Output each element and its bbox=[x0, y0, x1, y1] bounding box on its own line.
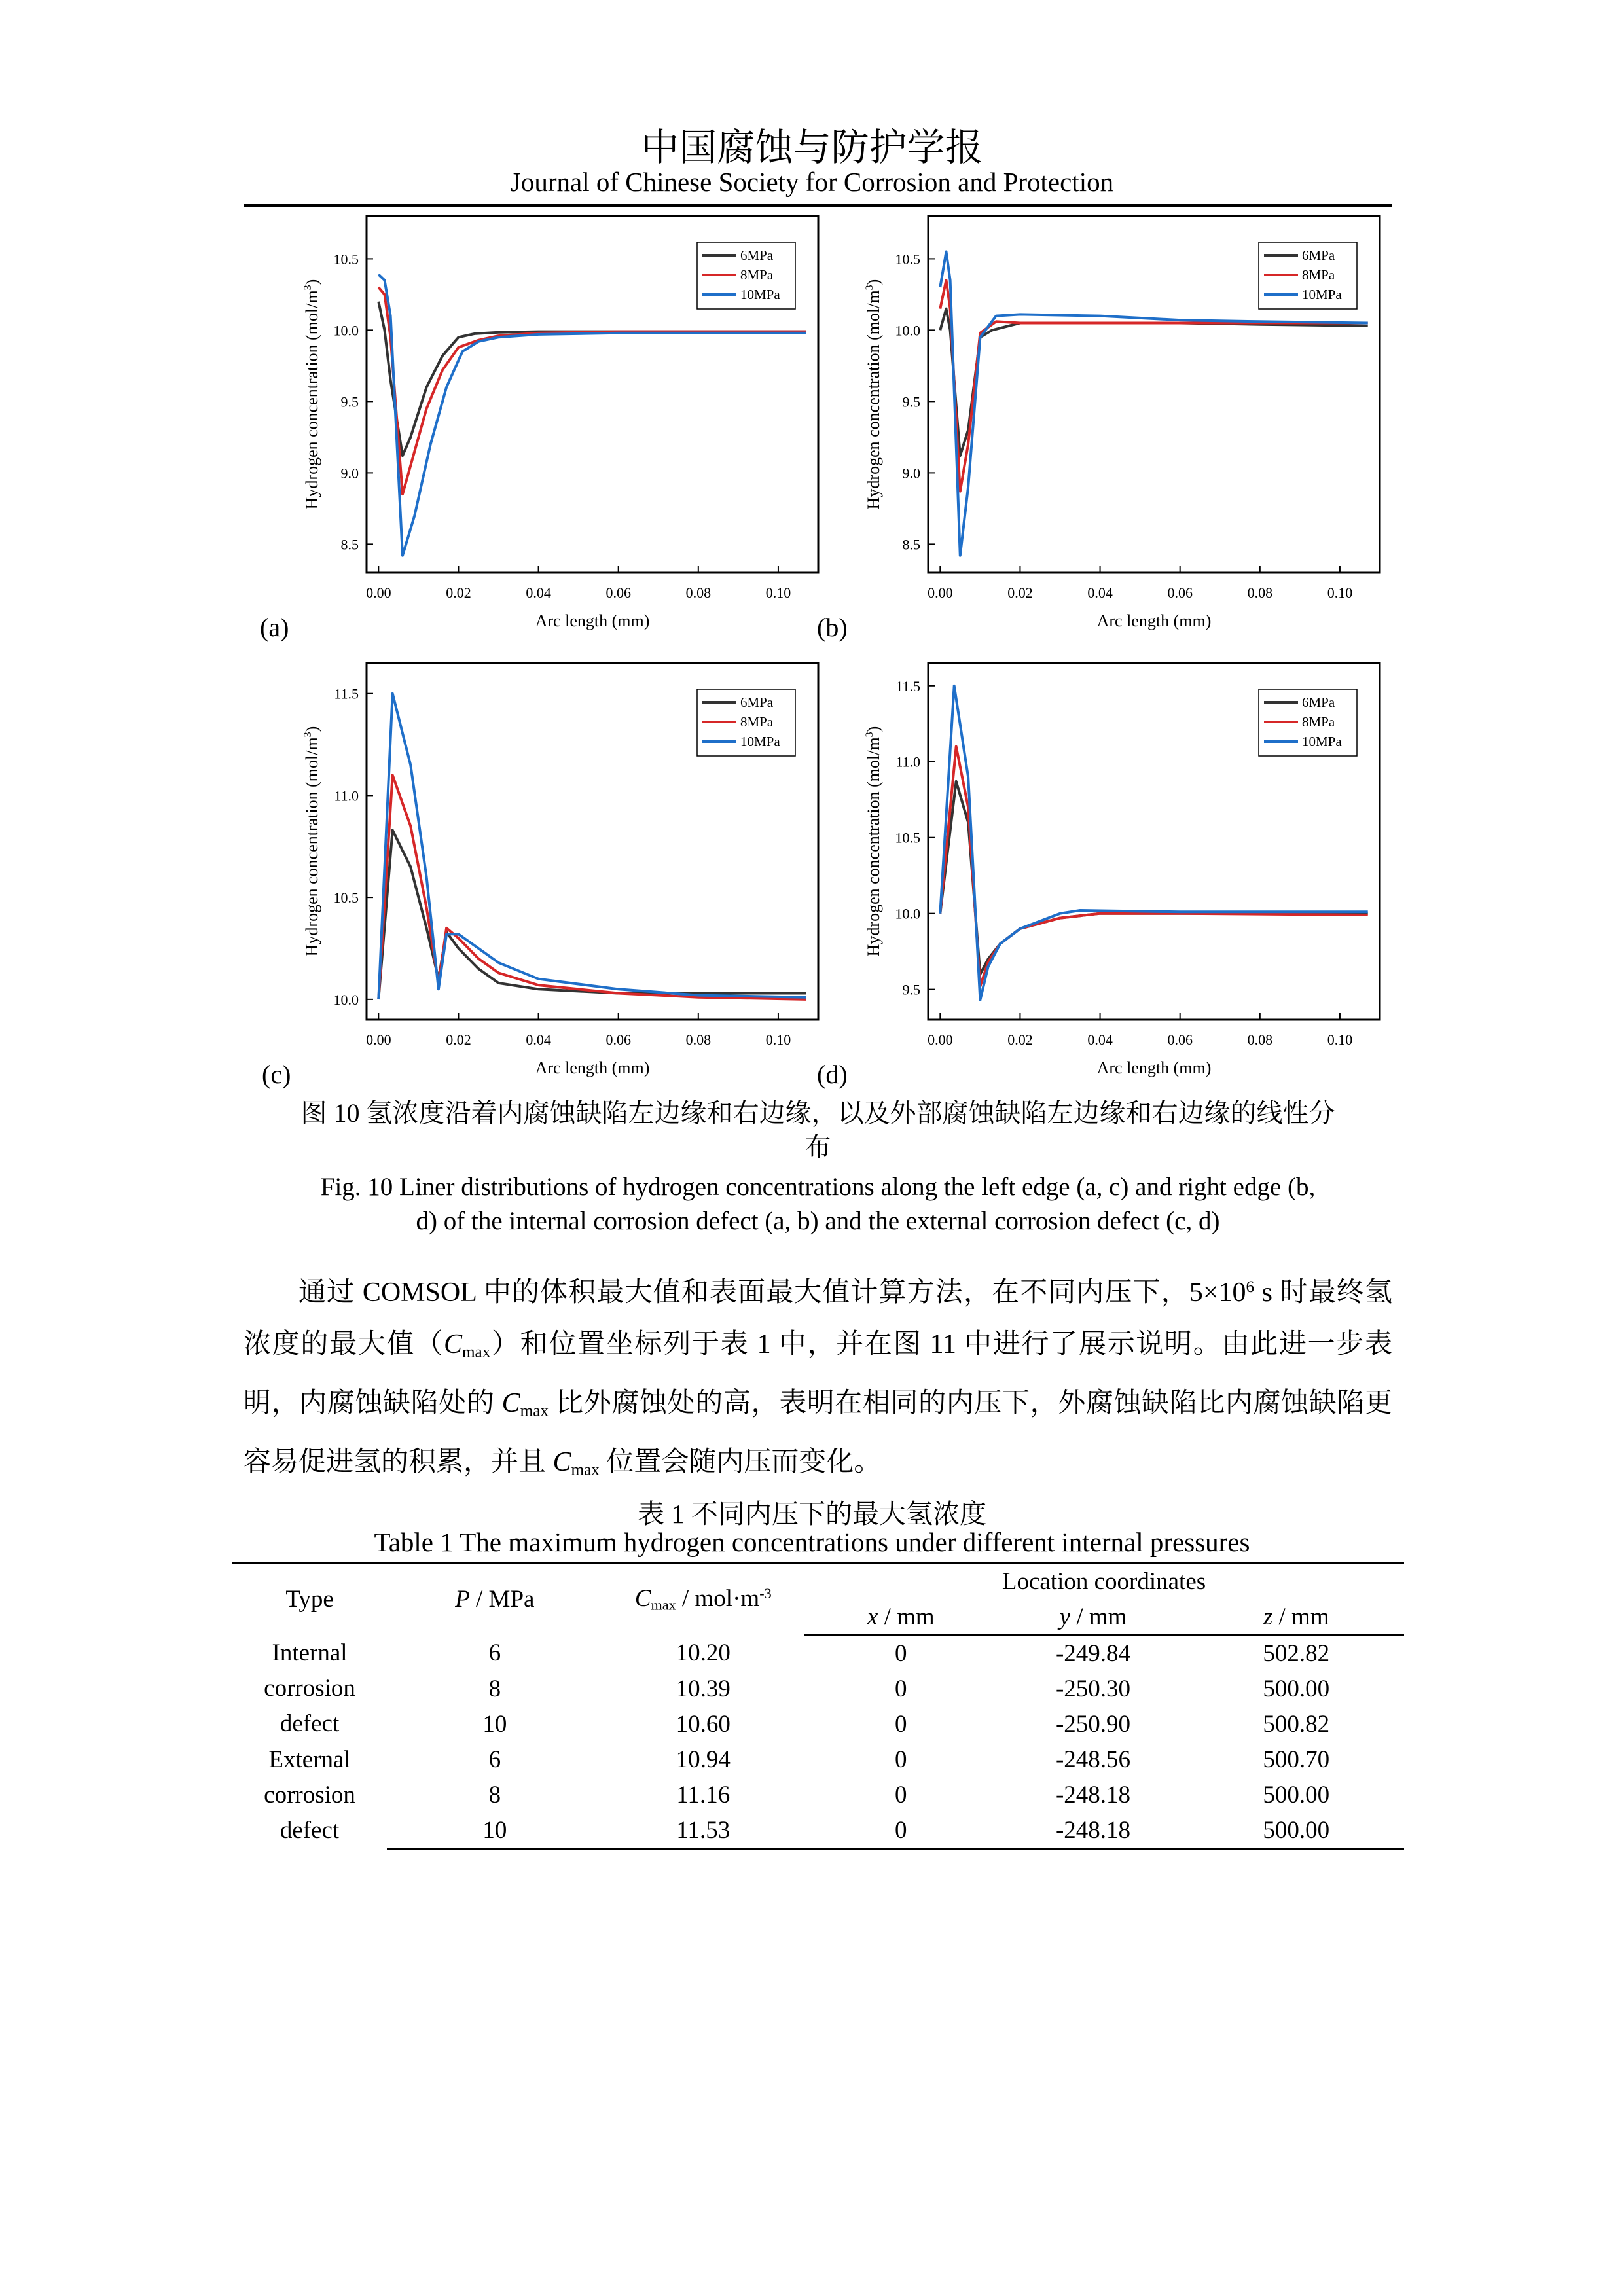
panel-label-b: (b) bbox=[817, 613, 848, 642]
x-tick-label: 0.04 bbox=[1087, 1031, 1113, 1048]
legend-label-10MPa: 10MPa bbox=[1302, 287, 1342, 302]
x-tick-label: 0.10 bbox=[1327, 584, 1353, 601]
table-cell: 500.00 bbox=[1263, 1675, 1330, 1702]
header-pressure bbox=[387, 1563, 602, 1636]
y-axis-label-sup: 3 bbox=[864, 732, 875, 738]
journal-title-english: Journal of Chinese Society for Corrosion and Protection bbox=[510, 167, 1114, 197]
table-caption-cn: 表 1 不同内压下的最大氢浓度 bbox=[638, 1499, 986, 1529]
series-line-6MPa bbox=[378, 302, 806, 456]
legend-label-8MPa: 8MPa bbox=[740, 267, 774, 283]
x-tick-label: 0.02 bbox=[446, 584, 471, 601]
legend-label-6MPa: 6MPa bbox=[1302, 247, 1335, 263]
para-text-5: 位置会随内压而变化。 bbox=[599, 1447, 882, 1478]
para-cmax-sub: max bbox=[461, 1343, 491, 1361]
x-tick-label: 0.04 bbox=[526, 1031, 551, 1048]
table-cell: 10.39 bbox=[676, 1675, 731, 1702]
y-axis-label-end: ) bbox=[302, 726, 321, 732]
y-tick-label: 10.0 bbox=[333, 322, 359, 339]
y-axis-label-sup: 3 bbox=[302, 732, 314, 738]
para-text-4: 比外腐蚀处的高，表明在相同的内压下，外腐蚀缺陷比内腐蚀缺陷更容易促进氢的积累，并且 bbox=[244, 1388, 1392, 1478]
table-cell: 10.20 bbox=[676, 1640, 731, 1666]
header-c-sup: -3 bbox=[759, 1585, 772, 1602]
figure-caption-cn-line2: 布 bbox=[804, 1132, 831, 1162]
legend-label-8MPa: 8MPa bbox=[740, 714, 774, 730]
para-cmax-sub: max bbox=[520, 1402, 549, 1420]
series-line-6MPa bbox=[378, 830, 806, 999]
x-tick-label: 0.06 bbox=[1167, 584, 1193, 601]
table-cell: 10 bbox=[482, 1710, 507, 1738]
type-cell-external bbox=[232, 1742, 387, 1849]
y-axis-label bbox=[302, 726, 321, 957]
series-line-8MPa bbox=[940, 747, 1367, 986]
y-tick-label: 9.5 bbox=[902, 393, 920, 410]
x-tick-label: 0.02 bbox=[446, 1031, 471, 1048]
type-internal-line2: defect bbox=[280, 1710, 340, 1737]
y-axis-label-text: Hydrogen concentration (mol/m bbox=[302, 290, 321, 510]
series-line-6MPa bbox=[940, 781, 1367, 975]
table-cell: 0 bbox=[895, 1781, 907, 1808]
legend-label-10MPa: 10MPa bbox=[1302, 734, 1342, 749]
x-tick-label: 0.08 bbox=[685, 584, 712, 601]
table-cell: 0 bbox=[804, 1812, 998, 1849]
y-tick-label: 10.5 bbox=[895, 251, 920, 268]
y-tick-label: 9.0 bbox=[340, 465, 359, 482]
para-text-3: ）和位置坐标列于表 1 中，并在图 11 中进行了展示说明。由此进一步表明，内腐蚀缺陷处的 bbox=[244, 1329, 1392, 1419]
figure-caption-en bbox=[244, 1170, 1392, 1238]
y-axis-label-text: Hydrogen concentration (mol/m bbox=[864, 290, 883, 510]
x-tick-label: 0.00 bbox=[928, 584, 953, 601]
table-cell: 11.16 bbox=[676, 1781, 731, 1808]
table-cell: 0 bbox=[895, 1746, 907, 1773]
figure-caption-cn bbox=[244, 1096, 1392, 1164]
header-cmax bbox=[603, 1563, 804, 1636]
table-row bbox=[232, 1812, 1404, 1849]
legend-label-8MPa: 8MPa bbox=[1302, 714, 1335, 730]
x-tick-label: 0.04 bbox=[1087, 584, 1113, 601]
panel-label-d: (d) bbox=[817, 1060, 848, 1089]
y-axis-label-end: ) bbox=[302, 279, 321, 285]
y-axis-label bbox=[302, 279, 321, 510]
header-z bbox=[1189, 1599, 1404, 1635]
table-cell: 500.00 bbox=[1189, 1812, 1404, 1849]
y-tick-label: 10.5 bbox=[333, 251, 359, 268]
table-cell: -248.18 bbox=[998, 1812, 1189, 1849]
x-tick-label: 0.06 bbox=[1167, 1031, 1193, 1048]
legend-label-6MPa: 6MPa bbox=[740, 247, 774, 263]
series-line-6MPa bbox=[940, 309, 1367, 456]
panel-label-c: (c) bbox=[262, 1060, 291, 1089]
x-axis-label: Arc length (mm) bbox=[535, 1058, 650, 1077]
x-tick-label: 0.02 bbox=[1007, 584, 1033, 601]
legend-label-10MPa: 10MPa bbox=[740, 734, 780, 749]
table-cell: 8 bbox=[488, 1781, 501, 1808]
legend-label-8MPa: 8MPa bbox=[1302, 267, 1335, 283]
y-axis-label-text: Hydrogen concentration (mol/m bbox=[302, 737, 321, 957]
y-axis-label bbox=[864, 726, 883, 957]
para-cmax-letter: C bbox=[501, 1388, 520, 1419]
type-cell-internal bbox=[232, 1635, 387, 1742]
x-axis-label: Arc length (mm) bbox=[535, 611, 650, 630]
panel-label-a: (a) bbox=[260, 613, 289, 642]
table-cell: 10.60 bbox=[676, 1710, 731, 1738]
table-cell: 10.94 bbox=[676, 1746, 731, 1773]
header-c-sub: max bbox=[651, 1596, 676, 1613]
table-row bbox=[232, 1635, 1404, 1671]
header-p-letter: P bbox=[455, 1586, 470, 1613]
table-cell: 0 bbox=[895, 1675, 907, 1702]
type-external-line1: External corrosion bbox=[264, 1746, 355, 1808]
y-tick-label: 9.5 bbox=[902, 981, 920, 998]
y-axis-label-sup: 3 bbox=[864, 285, 875, 291]
para-exponent: 6 bbox=[1246, 1278, 1255, 1296]
y-tick-label: 8.5 bbox=[902, 536, 920, 553]
series-line-10MPa bbox=[378, 274, 806, 555]
figure-caption-en-line2: d) of the internal corrosion defect (a, b) and the external corrosion defect (c, d) bbox=[416, 1207, 1220, 1235]
table-cell: -248.18 bbox=[1055, 1781, 1131, 1808]
chart-panel-a bbox=[288, 209, 825, 641]
y-axis-label-text: Hydrogen concentration (mol/m bbox=[864, 737, 883, 957]
table-cell: 11.53 bbox=[603, 1812, 804, 1849]
figure-caption-en-line1: Fig. 10 Liner distributions of hydrogen concentrations along the left edge (a, c) and right edge (b, bbox=[320, 1173, 1316, 1201]
chart-panel-d bbox=[850, 656, 1386, 1088]
x-tick-label: 0.00 bbox=[366, 1031, 391, 1048]
table-cell: 500.70 bbox=[1263, 1746, 1330, 1773]
header-c-unit: / mol·m bbox=[676, 1585, 760, 1613]
x-tick-label: 0.10 bbox=[1327, 1031, 1353, 1048]
table-cell: 500.82 bbox=[1263, 1710, 1330, 1738]
header-mm-unit: / mm bbox=[1070, 1603, 1127, 1630]
table-cell: 6 bbox=[488, 1746, 501, 1773]
y-axis-label-end: ) bbox=[864, 279, 883, 285]
table-cell: 502.82 bbox=[1263, 1640, 1330, 1667]
series-line-8MPa bbox=[378, 287, 806, 494]
table-cell: 6 bbox=[488, 1640, 501, 1666]
legend-label-6MPa: 6MPa bbox=[1302, 694, 1335, 710]
header-type: Type bbox=[232, 1563, 387, 1636]
y-tick-label: 11.0 bbox=[895, 753, 920, 770]
y-tick-label: 10.5 bbox=[333, 889, 359, 906]
journal-title-chinese: 中国腐蚀与防护学报 bbox=[641, 126, 983, 169]
x-tick-label: 0.08 bbox=[685, 1031, 712, 1048]
y-axis-label-sup: 3 bbox=[302, 285, 314, 291]
header-p-unit: / MPa bbox=[469, 1586, 535, 1613]
header-rule bbox=[244, 204, 1392, 207]
y-axis-label bbox=[864, 279, 883, 510]
table-cell: 10 bbox=[387, 1812, 602, 1849]
y-tick-label: 10.0 bbox=[333, 991, 359, 1008]
table-row bbox=[232, 1742, 1404, 1777]
table-cell: -248.56 bbox=[1055, 1746, 1131, 1773]
header-z-letter: z bbox=[1263, 1603, 1273, 1630]
table-cell: 0 bbox=[895, 1710, 907, 1738]
header-mm-unit: / mm bbox=[878, 1603, 935, 1630]
chart-panel-b bbox=[850, 209, 1386, 641]
figure-caption-cn-line1: 图 10 氢浓度沿着内腐蚀缺陷左边缘和右边缘，以及外部腐蚀缺陷左边缘和右边缘的线性分 bbox=[300, 1098, 1335, 1128]
y-tick-label: 11.5 bbox=[895, 677, 920, 694]
x-tick-label: 0.06 bbox=[605, 584, 631, 601]
header-mm-unit: / mm bbox=[1272, 1603, 1329, 1630]
para-cmax-letter: C bbox=[552, 1447, 571, 1478]
y-tick-label: 11.0 bbox=[334, 787, 359, 804]
x-tick-label: 0.10 bbox=[765, 584, 791, 601]
header-c-letter: C bbox=[634, 1585, 651, 1613]
x-axis-label: Arc length (mm) bbox=[1096, 611, 1212, 630]
header-y-letter: y bbox=[1059, 1603, 1071, 1630]
legend-label-6MPa: 6MPa bbox=[740, 694, 774, 710]
data-table bbox=[232, 1562, 1404, 1850]
para-text-1: 通过 COMSOL 中的体积最大值和表面最大值计算方法，在不同内压下，5×10 bbox=[298, 1277, 1246, 1308]
table-cell: 500.00 bbox=[1263, 1781, 1330, 1808]
table-row bbox=[232, 1706, 1404, 1742]
x-tick-label: 0.00 bbox=[928, 1031, 953, 1048]
x-tick-label: 0.08 bbox=[1247, 584, 1273, 601]
header-location: Location coordinates bbox=[804, 1563, 1404, 1600]
y-tick-label: 10.5 bbox=[895, 829, 920, 846]
y-tick-label: 9.5 bbox=[340, 393, 359, 410]
x-tick-label: 0.02 bbox=[1007, 1031, 1033, 1048]
x-tick-label: 0.00 bbox=[366, 584, 391, 601]
para-cmax-letter: C bbox=[443, 1329, 462, 1359]
x-tick-label: 0.04 bbox=[526, 584, 551, 601]
x-tick-label: 0.06 bbox=[605, 1031, 631, 1048]
header-x-letter: x bbox=[867, 1603, 878, 1630]
legend-label-10MPa: 10MPa bbox=[740, 287, 780, 302]
y-tick-label: 10.0 bbox=[895, 905, 920, 922]
y-tick-label: 11.5 bbox=[334, 685, 359, 702]
table-cell: -250.30 bbox=[1055, 1675, 1131, 1702]
x-tick-label: 0.08 bbox=[1247, 1031, 1273, 1048]
header-x bbox=[804, 1599, 998, 1635]
para-text-2: s 时最终氢浓度的最大值（ bbox=[244, 1277, 1392, 1359]
x-tick-label: 0.10 bbox=[765, 1031, 791, 1048]
table-cell: 8 bbox=[488, 1675, 501, 1702]
y-tick-label: 10.0 bbox=[895, 322, 920, 339]
table-caption-en: Table 1 The maximum hydrogen concentrations under different internal pressures bbox=[374, 1527, 1250, 1557]
table-cell: -250.90 bbox=[1055, 1710, 1131, 1738]
header-y bbox=[998, 1599, 1189, 1635]
table-cell: 0 bbox=[895, 1640, 907, 1667]
body-paragraph bbox=[244, 1261, 1392, 1496]
y-tick-label: 8.5 bbox=[340, 536, 359, 553]
x-axis-label: Arc length (mm) bbox=[1096, 1058, 1212, 1077]
type-internal-line1: Internal corrosion bbox=[264, 1639, 355, 1702]
table-row bbox=[232, 1671, 1404, 1706]
para-cmax-sub: max bbox=[571, 1461, 600, 1479]
y-axis-label-end: ) bbox=[864, 726, 883, 732]
chart-panel-c bbox=[288, 656, 825, 1088]
table-row bbox=[232, 1777, 1404, 1812]
y-tick-label: 9.0 bbox=[902, 465, 920, 482]
type-external-line2: defect bbox=[280, 1816, 340, 1844]
table-cell: -249.84 bbox=[1055, 1640, 1131, 1667]
series-line-8MPa bbox=[940, 280, 1367, 492]
